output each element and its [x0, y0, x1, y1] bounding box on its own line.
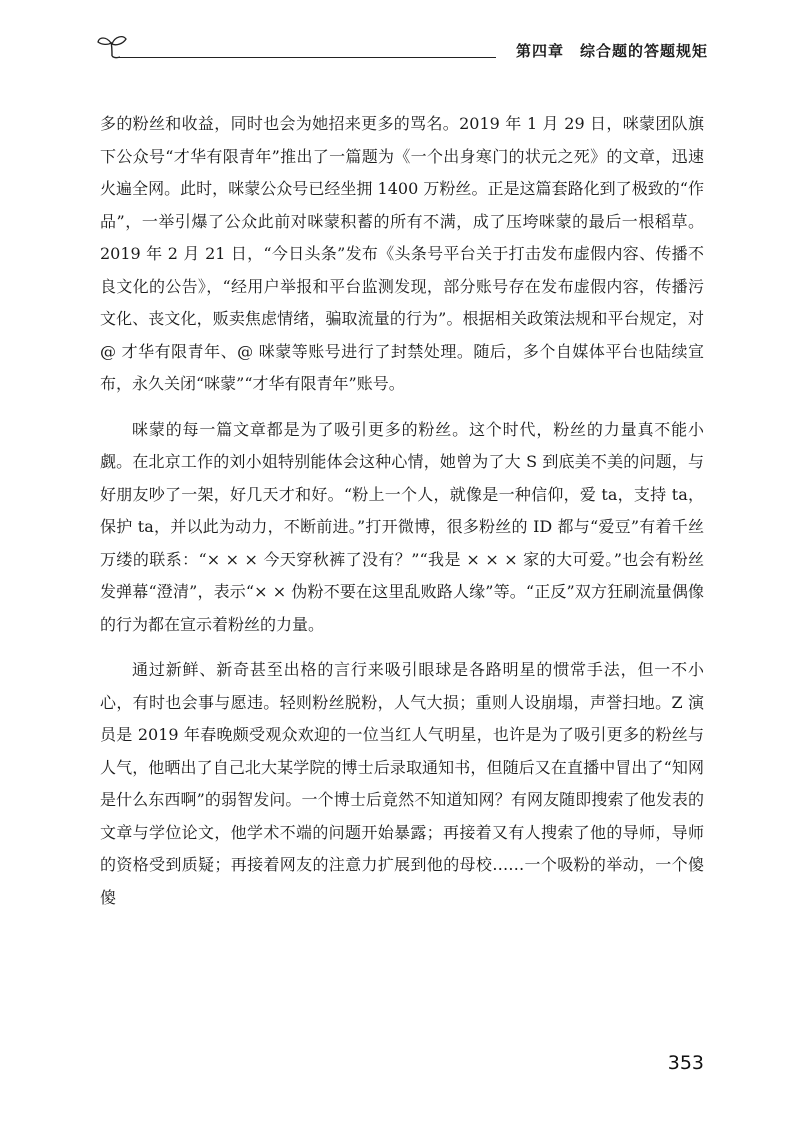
- body-text: [100, 108, 704, 927]
- paragraph-1: 多的粉丝和收益，同时也会为她招来更多的骂名。2019 年 1 月 29 日，咪蒙团队旗下公众号“才华有限青年”推出了一篇题为《一个出身寒门的状元之死》的文章，迅速火遍全网。此时，咪蒙公众号已经坐拥 1400 万粉丝。正是这篇套路化到了极致的“作品”，一举引爆了公众此前对咪蒙积蓄的所有不满，成了压垮咪蒙的最后一根稻草。2019 年 2 月 21 日，“今日头条”发布《头条号平台关于打击发布虚假内容、传播不良文化的公告》，“经用户举报和平台监测发现，部分账号存在发布虚假内容，传播污文化、丧文化，贩卖焦虑情绪，骗取流量的行为”。根据相关政策法规和平台规定，对 @ 才华有限青年、@ 咪蒙等账号进行了封禁处理。随后，多个自媒体平台也陆续宣布，永久关闭“咪蒙”“才华有限青年”账号。: [100, 114, 704, 393]
- header-rule: [116, 57, 496, 58]
- chapter-number: 第四章: [515, 42, 564, 60]
- paragraph-2: 咪蒙的每一篇文章都是为了吸引更多的粉丝。这个时代，粉丝的力量真不能小觑。在北京工作的刘小姐特别能体会这种心情，她曾为了大 S 到底美不美的问题，与好朋友吵了一架，好几天才和好。“粉上一个人，就像是一种信仰，爱 ta，支持 ta，保护 ta，并以此为动力，不断前进。”打开微博，很多粉丝的 ID 都与“爱豆”有着千丝万缕的联系：“× × × 今天穿秋裤了没有？”“我是 × × × 家的大可爱。”也会有粉丝发弹幕“澄清”，表示“× × 伪粉不要在这里乱败路人缘”等。“正反”双方狂刷流量偶像的行为都在宣示着粉丝的力量。: [100, 419, 704, 634]
- sprout-icon: [96, 30, 130, 64]
- paragraph-3: 通过新鲜、新奇甚至出格的言行来吸引眼球是各路明星的惯常手法，但一不小心，有时也会事与愿违。轻则粉丝脱粉，人气大损；重则人设崩塌，声誉扫地。Z 演员是 2019 年春晚颇受观众欢迎的一位当红人气明星，也许是为了吸引更多的粉丝与人气，他晒出了自己北大某学院的博士后录取通知书，但随后又在直播中冒出了“知网是什么东西啊”的弱智发问。一个博士后竟然不知道知网？有网友随即搜索了他发表的文章与学位论文，他学术不端的问题开始暴露；再接着又有人搜索了他的导师，导师的资格受到质疑；再接着网友的注意力扩展到他的母校……一个吸粉的举动，一个傻傻: [100, 660, 704, 907]
- page-number: 353: [667, 1052, 704, 1074]
- chapter-label: [516, 40, 708, 61]
- running-header: [96, 30, 708, 66]
- chapter-title: 综合题的答题规矩: [579, 42, 708, 60]
